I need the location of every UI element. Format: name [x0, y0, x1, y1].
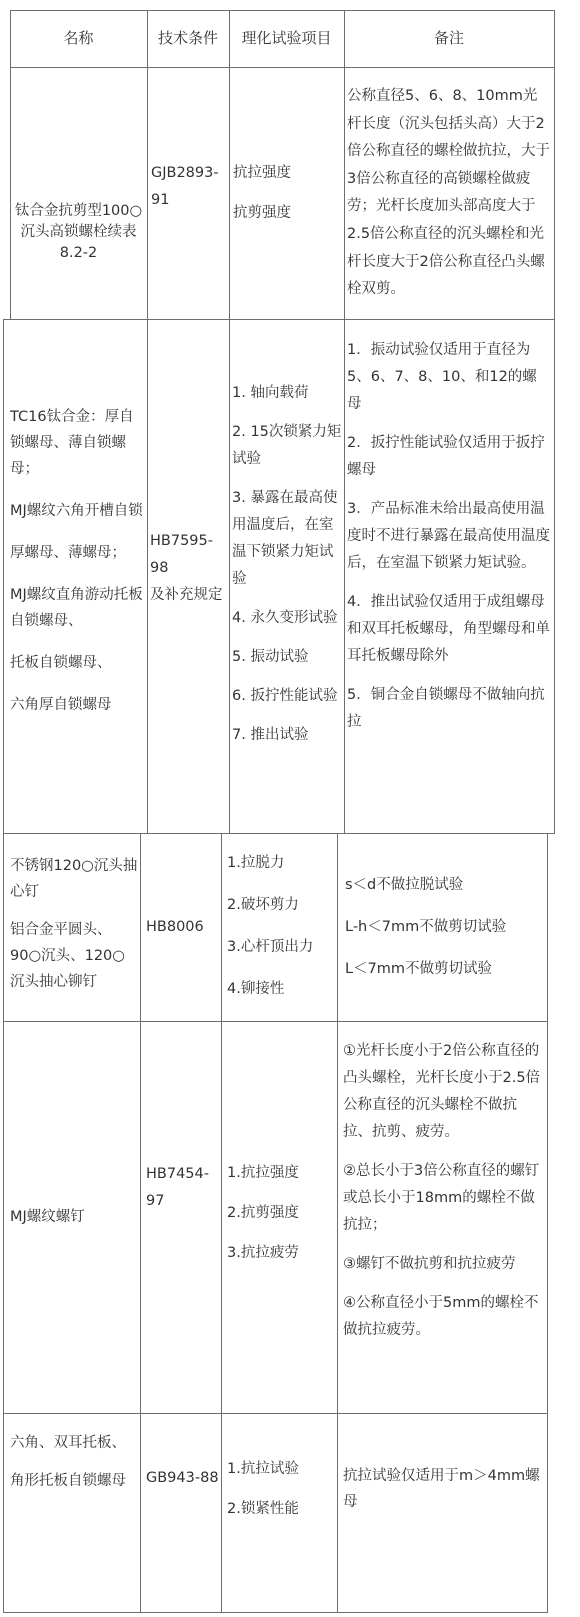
row1-spec: [151, 160, 227, 214]
test-item: 抗拉强度: [233, 165, 291, 181]
col-divider: [337, 833, 338, 1613]
test-item: 1.抗拉强度: [227, 1165, 299, 1181]
row1-tests: [233, 160, 341, 226]
test-item: 7. 推出试验: [232, 727, 309, 743]
name-text: TC16钛合金：厚自锁螺母、薄自锁螺母；: [10, 409, 134, 477]
note-item: 4．推出试验仅适用于成组螺母和双耳托板螺母，角型螺母和单耳托板螺母除外: [347, 594, 550, 664]
row1-notes: [347, 83, 551, 304]
table-border-bottom: [3, 1612, 548, 1613]
test-item: 4. 永久变形试验: [232, 610, 338, 626]
spec-text: 及补充规定: [150, 587, 223, 603]
note-item: 5．铜合金自锁螺母不做轴向抗拉: [347, 687, 545, 730]
note-item: s＜d不做拉脱试验: [345, 877, 464, 893]
name-text: 六角厚自锁螺母: [10, 697, 112, 713]
test-item: 2. 15次锁紧力矩试验: [232, 424, 342, 467]
header-spec: 技术条件: [157, 29, 218, 47]
col-divider: [344, 10, 345, 834]
test-item: 2.抗剪强度: [227, 1205, 299, 1221]
test-item: 3. 暴露在最高使用温度后，在室温下锁紧力矩试验: [232, 490, 338, 587]
note-item: ①光杆长度小于2倍公称直径的凸头螺栓，光杆长度小于2.5倍公称直径的沉头螺栓不做抗拉、抗剪、疲劳。: [343, 1043, 541, 1140]
table-border-top: [10, 10, 555, 11]
note-item: L＜7mm不做剪切试验: [345, 961, 493, 977]
note-item: 2．扳拧性能试验仅适用于扳拧螺母: [347, 435, 545, 478]
name-text: 钛合金抗剪型100○沉头高锁螺栓续表8.2-2: [14, 203, 143, 261]
note-item: 公称直径5、6、8、10mm光杆长度（沉头包括头高）大于2倍公称直径的螺栓做抗拉，大于3倍公称直径的高锁螺栓做疲劳；光杆长度加头部高度大于2.5倍公称直径的沉头螺栓和光杆长度大于2倍公称直径凸头螺栓双剪。: [347, 88, 550, 298]
note-item: ③螺钉不做抗剪和抗拉疲劳: [343, 1256, 516, 1272]
test-item: 1.抗拉试验: [227, 1461, 299, 1477]
col-divider: [147, 10, 148, 834]
note-item: ②总长小于3倍公称直径的螺钉或总长小于18mm的螺栓不做抗拉；: [343, 1163, 540, 1233]
test-item: 2.锁紧性能: [227, 1501, 299, 1517]
row2-name: [10, 404, 143, 718]
header-notes: 备注: [433, 29, 464, 47]
row-divider: [3, 1021, 548, 1022]
name-text: MJ螺纹螺钉: [10, 1209, 85, 1225]
header-name: 名称: [63, 29, 94, 47]
row3-notes: [345, 872, 545, 982]
test-item: 抗剪强度: [233, 205, 291, 221]
spec-text: HB7595-98: [150, 533, 213, 576]
col-divider: [229, 10, 230, 834]
name-text: 托板自锁螺母、: [10, 655, 112, 671]
name-text: 铝合金平圆头、90○沉头、120○沉头抽心铆钉: [10, 922, 125, 990]
row-divider: [3, 319, 555, 320]
spec-text: GJB2893-91: [151, 165, 219, 208]
row3-name: [10, 853, 138, 995]
row5-spec: [146, 1464, 220, 1492]
row2-spec: [150, 528, 228, 609]
row5-name: [10, 1430, 134, 1494]
note-item: 抗拉试验仅适用于m＞4mm螺母: [343, 1468, 540, 1510]
test-item: 5. 振动试验: [232, 649, 309, 665]
test-item: 1. 轴向载荷: [232, 385, 309, 401]
row1-name: [12, 201, 145, 264]
name-text: 不锈钢120○沉头抽心钉: [10, 858, 138, 900]
name-text: MJ螺纹直角游动托板自锁螺母、: [10, 587, 143, 629]
col-divider: [221, 833, 222, 1613]
name-text: 厚螺母、薄螺母；: [10, 545, 126, 561]
row4-tests: [227, 1160, 335, 1266]
row2-tests: [232, 380, 342, 749]
row3-tests: [227, 850, 335, 1002]
test-item: 2.破坏剪力: [227, 897, 299, 913]
row3-spec: [146, 914, 220, 940]
test-item: 3.心杆顶出力: [227, 939, 314, 955]
row5-notes: [343, 1463, 545, 1515]
test-item: 6. 扳拧性能试验: [232, 688, 338, 704]
spec-text: HB7454-97: [146, 1166, 209, 1209]
col-divider: [3, 319, 4, 1613]
header-tests: 理化试验项目: [241, 29, 332, 47]
spec-text: GB943-88: [146, 1470, 219, 1486]
note-item: 1．振动试验仅适用于直径为5、6、7、8、10、和12的螺母: [347, 342, 537, 412]
note-item: 3．产品标准未给出最高使用温度时不进行暴露在最高使用温度后，在室温下锁紧力矩试验。: [347, 501, 550, 571]
col-divider: [10, 10, 11, 320]
note-item: ④公称直径小于5mm的螺栓不做抗拉疲劳。: [343, 1295, 539, 1338]
test-item: 1.拉脱力: [227, 855, 285, 871]
name-text: 六角、双耳托板、: [10, 1435, 126, 1451]
col-divider: [554, 10, 555, 834]
row4-name: [10, 1204, 138, 1230]
row-divider: [3, 1413, 548, 1414]
test-item: 4.铆接性: [227, 981, 285, 997]
row-divider: [3, 833, 555, 834]
row2-notes: [347, 337, 551, 736]
name-text: MJ螺纹六角开槽自锁: [10, 503, 143, 519]
row5-tests: [227, 1456, 335, 1522]
row-divider: [10, 67, 555, 68]
row4-spec: [146, 1161, 220, 1215]
note-item: L-h＜7mm不做剪切试验: [345, 919, 507, 935]
name-text: 角形托板自锁螺母: [10, 1473, 126, 1489]
row4-notes: [343, 1038, 545, 1344]
col-divider: [547, 833, 548, 1613]
spec-text: HB8006: [146, 919, 204, 935]
test-item: 3.抗拉疲劳: [227, 1245, 299, 1261]
col-divider: [140, 833, 141, 1613]
